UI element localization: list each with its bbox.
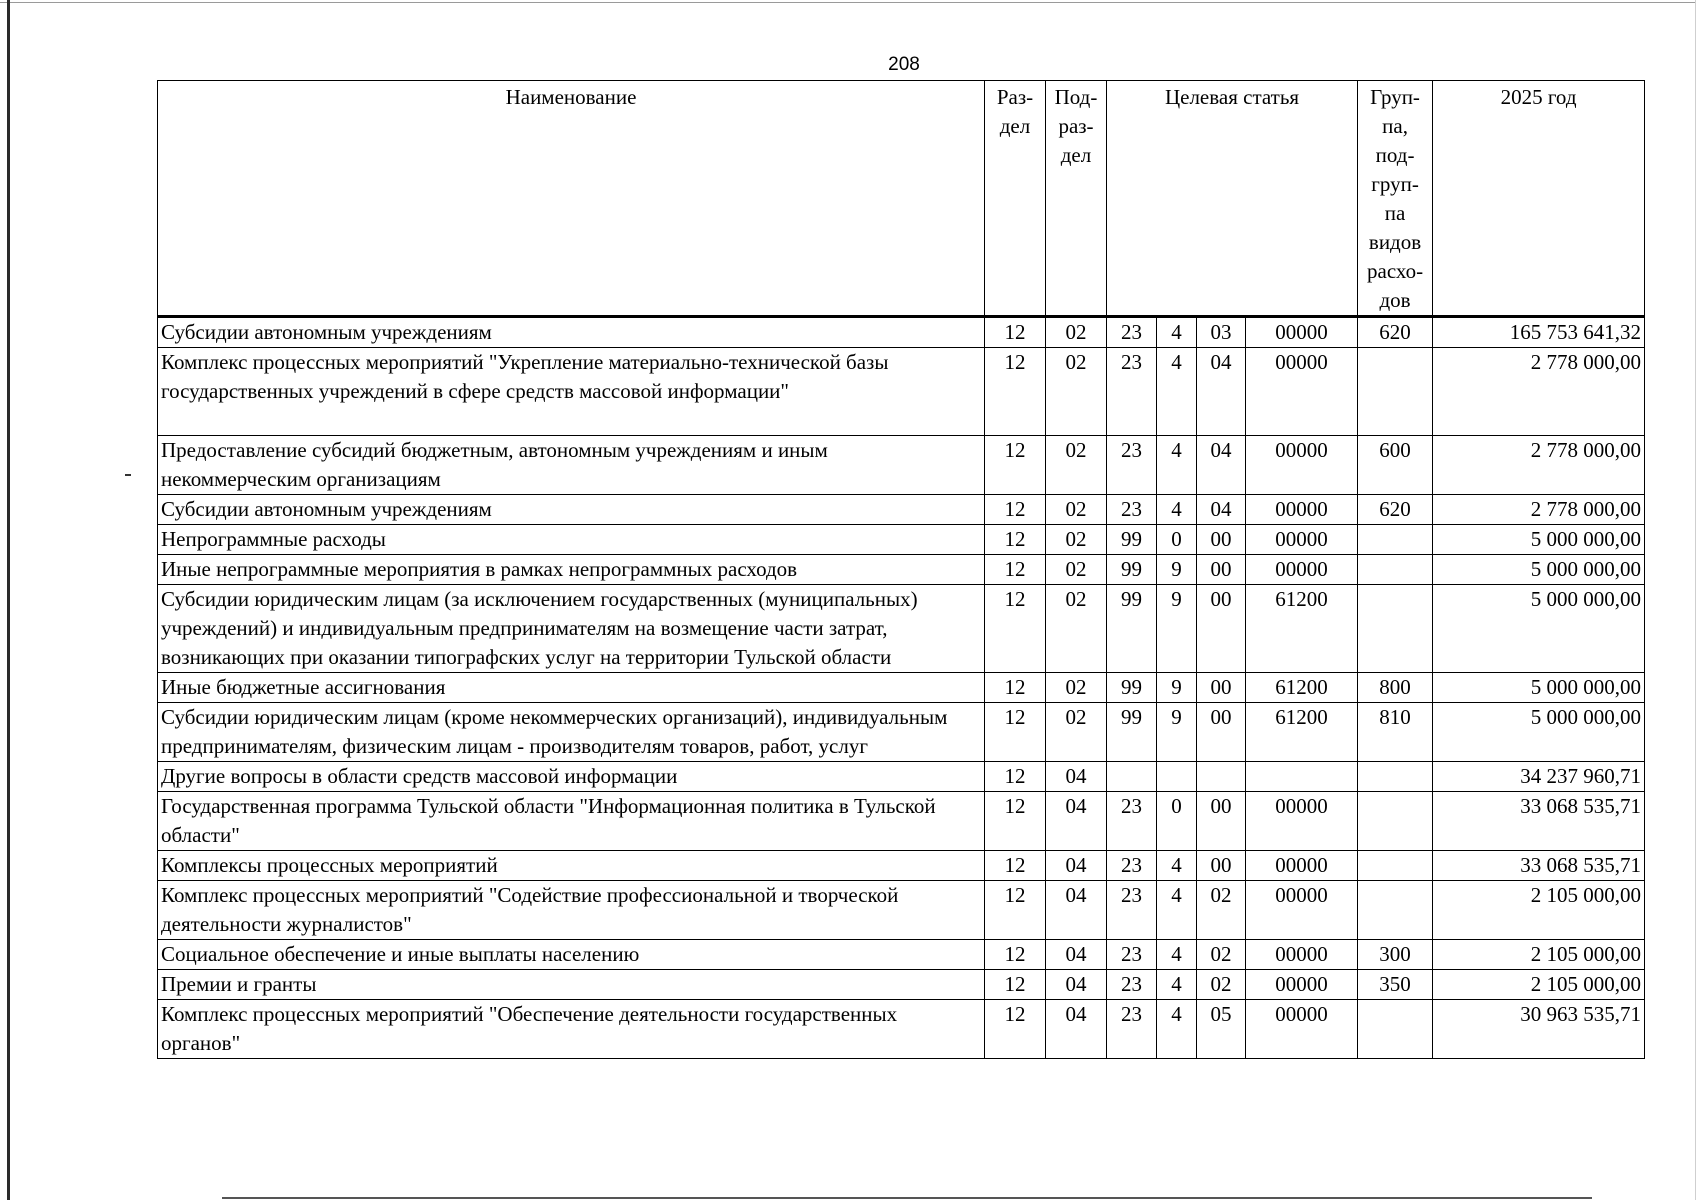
row-target-direction: 00000 [1246, 495, 1358, 525]
header-razdel: Раз- дел [985, 81, 1046, 317]
row-expense-group [1358, 348, 1433, 436]
row-target-subprogram: 02 [1197, 970, 1246, 1000]
row-razdel: 12 [985, 495, 1046, 525]
row-target-type: 0 [1157, 792, 1197, 851]
table-row [158, 970, 1645, 1000]
row-name: Иные непрограммные мероприятия в рамках непрограммных расходов [158, 555, 985, 585]
row-target-type: 4 [1157, 851, 1197, 881]
row-target-type: 9 [1157, 555, 1197, 585]
row-target-subprogram: 00 [1197, 585, 1246, 673]
row-target-type: 4 [1157, 940, 1197, 970]
bottom-rule [222, 1197, 1592, 1199]
row-expense-group [1358, 585, 1433, 673]
row-razdel: 12 [985, 762, 1046, 792]
row-amount: 2 778 000,00 [1433, 495, 1645, 525]
row-expense-group [1358, 792, 1433, 851]
row-expense-group [1358, 881, 1433, 940]
row-target-type [1157, 762, 1197, 792]
row-target-program: 99 [1107, 703, 1157, 762]
table-row [158, 762, 1645, 792]
row-target-subprogram: 00 [1197, 851, 1246, 881]
header-expense-group: Груп- па, под- груп- па видов расхо- дов [1358, 81, 1433, 317]
row-amount: 165 753 641,32 [1433, 317, 1645, 348]
table-header-row [158, 81, 1645, 317]
row-podrazdel: 04 [1046, 1000, 1107, 1059]
row-target-direction: 61200 [1246, 673, 1358, 703]
table-row [158, 792, 1645, 851]
table-row [158, 525, 1645, 555]
budget-table [157, 80, 1645, 1059]
row-target-program: 99 [1107, 673, 1157, 703]
header-target-article: Целевая статья [1107, 81, 1358, 317]
row-target-direction: 00000 [1246, 555, 1358, 585]
row-name: Государственная программа Тульской области "Информационная политика в Тульской области" [158, 792, 985, 851]
row-target-direction: 00000 [1246, 348, 1358, 436]
row-target-subprogram: 02 [1197, 881, 1246, 940]
row-podrazdel: 02 [1046, 555, 1107, 585]
row-target-program: 23 [1107, 940, 1157, 970]
row-name: Премии и гранты [158, 970, 985, 1000]
row-target-direction [1246, 762, 1358, 792]
scan-artifact [125, 474, 131, 476]
row-target-type: 4 [1157, 348, 1197, 436]
row-podrazdel: 02 [1046, 525, 1107, 555]
row-target-program: 23 [1107, 792, 1157, 851]
table-row [158, 881, 1645, 940]
row-amount: 2 778 000,00 [1433, 436, 1645, 495]
table-row [158, 317, 1645, 348]
row-target-type: 0 [1157, 525, 1197, 555]
row-podrazdel: 02 [1046, 495, 1107, 525]
row-target-direction: 00000 [1246, 1000, 1358, 1059]
row-target-program: 23 [1107, 317, 1157, 348]
row-expense-group [1358, 555, 1433, 585]
table-row [158, 1000, 1645, 1059]
row-target-subprogram: 04 [1197, 348, 1246, 436]
row-expense-group: 800 [1358, 673, 1433, 703]
row-amount: 2 778 000,00 [1433, 348, 1645, 436]
row-expense-group [1358, 851, 1433, 881]
row-amount: 2 105 000,00 [1433, 970, 1645, 1000]
header-podrazdel: Под- раз- дел [1046, 81, 1107, 317]
row-target-subprogram: 00 [1197, 525, 1246, 555]
row-razdel: 12 [985, 555, 1046, 585]
row-name: Комплекс процессных мероприятий "Содействие профессиональной и творческой деятельности журналистов" [158, 881, 985, 940]
row-name: Предоставление субсидий бюджетным, автономным учреждениям и иным некоммерческим организациям [158, 436, 985, 495]
row-name: Комплекс процессных мероприятий "Укрепление материально-технической базы государственных учреждений в сфере средств массовой информации" [158, 348, 985, 436]
row-amount: 34 237 960,71 [1433, 762, 1645, 792]
row-expense-group: 810 [1358, 703, 1433, 762]
row-target-program: 99 [1107, 555, 1157, 585]
row-target-subprogram: 04 [1197, 436, 1246, 495]
row-target-direction: 00000 [1246, 792, 1358, 851]
row-name: Субсидии автономным учреждениям [158, 495, 985, 525]
row-amount: 33 068 535,71 [1433, 851, 1645, 881]
row-target-direction: 00000 [1246, 317, 1358, 348]
row-podrazdel: 02 [1046, 348, 1107, 436]
row-target-direction: 00000 [1246, 881, 1358, 940]
row-expense-group [1358, 1000, 1433, 1059]
row-razdel: 12 [985, 585, 1046, 673]
row-target-program: 23 [1107, 495, 1157, 525]
scan-edge-top [0, 2, 1696, 3]
row-podrazdel: 04 [1046, 881, 1107, 940]
row-razdel: 12 [985, 792, 1046, 851]
row-razdel: 12 [985, 881, 1046, 940]
table-row [158, 673, 1645, 703]
row-razdel: 12 [985, 1000, 1046, 1059]
table-row [158, 495, 1645, 525]
row-podrazdel: 04 [1046, 970, 1107, 1000]
row-target-program: 23 [1107, 881, 1157, 940]
row-expense-group: 300 [1358, 940, 1433, 970]
row-name: Непрограммные расходы [158, 525, 985, 555]
row-target-type: 4 [1157, 436, 1197, 495]
row-expense-group [1358, 762, 1433, 792]
row-name: Иные бюджетные ассигнования [158, 673, 985, 703]
row-razdel: 12 [985, 348, 1046, 436]
row-podrazdel: 04 [1046, 851, 1107, 881]
row-name: Комплексы процессных мероприятий [158, 851, 985, 881]
row-amount: 2 105 000,00 [1433, 881, 1645, 940]
row-target-type: 4 [1157, 970, 1197, 1000]
scan-edge-left [7, 0, 10, 1200]
row-razdel: 12 [985, 940, 1046, 970]
row-target-subprogram: 00 [1197, 555, 1246, 585]
row-target-type: 4 [1157, 317, 1197, 348]
table-row [158, 348, 1645, 436]
row-target-program: 23 [1107, 348, 1157, 436]
row-razdel: 12 [985, 673, 1046, 703]
row-target-program: 23 [1107, 970, 1157, 1000]
row-expense-group: 350 [1358, 970, 1433, 1000]
row-target-subprogram: 00 [1197, 673, 1246, 703]
row-target-subprogram [1197, 762, 1246, 792]
row-name: Субсидии юридическим лицам (кроме некоммерческих организаций), индивидуальным предпринимателям, физическим лицам - производителям товаров, работ, услуг [158, 703, 985, 762]
row-amount: 5 000 000,00 [1433, 525, 1645, 555]
table-row [158, 436, 1645, 495]
table-body [158, 317, 1645, 1059]
row-podrazdel: 02 [1046, 317, 1107, 348]
row-amount: 5 000 000,00 [1433, 673, 1645, 703]
table-row [158, 940, 1645, 970]
row-target-direction: 00000 [1246, 970, 1358, 1000]
row-expense-group: 600 [1358, 436, 1433, 495]
header-name: Наименование [158, 81, 985, 317]
header-year: 2025 год [1433, 81, 1645, 317]
row-target-program: 99 [1107, 585, 1157, 673]
row-target-direction: 00000 [1246, 525, 1358, 555]
row-target-program: 23 [1107, 851, 1157, 881]
row-podrazdel: 02 [1046, 673, 1107, 703]
row-name: Субсидии юридическим лицам (за исключением государственных (муниципальных) учреждений) и индивидуальным предпринимателям на возмещение части затрат, возникающих при оказании типографских услуг на территории Тульской области [158, 585, 985, 673]
row-amount: 30 963 535,71 [1433, 1000, 1645, 1059]
row-target-subprogram: 03 [1197, 317, 1246, 348]
row-amount: 5 000 000,00 [1433, 703, 1645, 762]
row-name: Субсидии автономным учреждениям [158, 317, 985, 348]
row-target-type: 4 [1157, 881, 1197, 940]
row-target-program [1107, 762, 1157, 792]
row-podrazdel: 04 [1046, 792, 1107, 851]
row-target-subprogram: 05 [1197, 1000, 1246, 1059]
row-podrazdel: 04 [1046, 762, 1107, 792]
row-target-program: 23 [1107, 1000, 1157, 1059]
row-amount: 2 105 000,00 [1433, 940, 1645, 970]
row-expense-group: 620 [1358, 317, 1433, 348]
row-podrazdel: 04 [1046, 940, 1107, 970]
row-target-program: 23 [1107, 436, 1157, 495]
row-podrazdel: 02 [1046, 703, 1107, 762]
row-name: Другие вопросы в области средств массовой информации [158, 762, 985, 792]
row-razdel: 12 [985, 436, 1046, 495]
row-target-direction: 61200 [1246, 703, 1358, 762]
row-target-direction: 00000 [1246, 851, 1358, 881]
row-podrazdel: 02 [1046, 436, 1107, 495]
row-target-direction: 00000 [1246, 436, 1358, 495]
row-target-subprogram: 04 [1197, 495, 1246, 525]
row-podrazdel: 02 [1046, 585, 1107, 673]
row-target-subprogram: 00 [1197, 703, 1246, 762]
row-amount: 5 000 000,00 [1433, 585, 1645, 673]
row-razdel: 12 [985, 525, 1046, 555]
row-target-program: 99 [1107, 525, 1157, 555]
row-razdel: 12 [985, 703, 1046, 762]
row-target-direction: 00000 [1246, 940, 1358, 970]
row-target-type: 9 [1157, 585, 1197, 673]
row-amount: 5 000 000,00 [1433, 555, 1645, 585]
row-target-type: 9 [1157, 703, 1197, 762]
row-expense-group: 620 [1358, 495, 1433, 525]
row-name: Комплекс процессных мероприятий "Обеспечение деятельности государственных органов" [158, 1000, 985, 1059]
row-target-type: 9 [1157, 673, 1197, 703]
page-number: 208 [888, 54, 920, 75]
row-target-subprogram: 00 [1197, 792, 1246, 851]
row-razdel: 12 [985, 970, 1046, 1000]
row-razdel: 12 [985, 317, 1046, 348]
table-row [158, 851, 1645, 881]
row-amount: 33 068 535,71 [1433, 792, 1645, 851]
row-target-subprogram: 02 [1197, 940, 1246, 970]
row-razdel: 12 [985, 851, 1046, 881]
row-target-direction: 61200 [1246, 585, 1358, 673]
row-target-type: 4 [1157, 495, 1197, 525]
row-name: Социальное обеспечение и иные выплаты населению [158, 940, 985, 970]
row-expense-group [1358, 525, 1433, 555]
table-row [158, 703, 1645, 762]
table-row [158, 585, 1645, 673]
table-row [158, 555, 1645, 585]
row-target-type: 4 [1157, 1000, 1197, 1059]
